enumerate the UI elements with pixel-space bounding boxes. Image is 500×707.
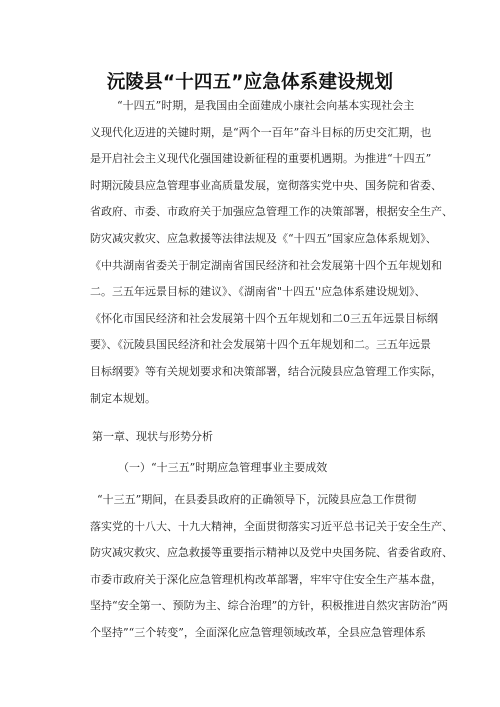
text-line: 坚持“安全第一、预防为主、综合治理”的方针，积极推进自然灾害防治“两 xyxy=(90,599,448,613)
text-line: 义现代化迈进的关键时期，是“两个一百年”奋斗目标的历史交汇期，也 xyxy=(90,125,432,139)
chapter-heading: 第一章、现状与形势分析 xyxy=(92,430,213,443)
text-line: 是开启社会主义现代化强国建设新征程的重要机遇期。为推进“十四五” xyxy=(90,152,432,166)
text-line: 制定本规划。 xyxy=(90,391,156,405)
text-line: 个坚持”“三个转变”，全面深化应急管理领域改革，全县应急管理体系 xyxy=(90,626,426,639)
text-line: 防灾减灾救灾、应急救援等法律法规及《“十四五”国家应急体系规划》、 xyxy=(90,232,437,245)
text-line: 时期沅陵县应急管理事业高质量发展，宽彻落实党中央、国务院和省委、 xyxy=(90,178,442,192)
text-line: 《怀化市国民经济和社会发展第十四个五年规划和二0三五年远景目标纲 xyxy=(90,311,438,325)
text-line: 落实党的十八大、十九大精神，全面贯彻落实习近平总书记关于安全生产、 xyxy=(90,519,453,533)
document-title: 沅陵县“十四五”应急体系建设规划 xyxy=(106,72,394,93)
text-line: “十四五”时期，是我国由全面建成小康社会向基本实现社会主 xyxy=(117,99,415,112)
text-line: 目标纲要》等有关规划要求和决策部署，结合沅陵县应急管理工作实际， xyxy=(90,365,442,378)
text-line: 《中共湖南省委关于制定湖南省国民经济和社会发展第十四个五年规划和 xyxy=(90,258,442,272)
text-line: 省政府、市委、市政府关于加强应急管理工作的决策部署，根据安全生产、 xyxy=(90,205,453,219)
text-line: “十三五”期间，在县委县政府的正确领导下，沅陵县应急工作贯彻 xyxy=(97,493,417,506)
text-line: 市委市政府关于深化应急管理机构改革部署，牢牢守住安全生产基本盘， xyxy=(90,572,442,586)
text-line: 防灾减灾救灾、应急救援等重要指示精神以及党中央国务院、省委省政府、 xyxy=(90,546,453,560)
text-line: 要》、《沅陵县国民经济和社会发展第十四个五年规划和二。三五年远景 xyxy=(90,338,431,352)
section-heading: （一）“十三五”时期应急管理事业主要成效 xyxy=(118,461,328,474)
text-line: 二。三五年远景目标的建议》、《湖南省"十四五''应急体系建设规划》、 xyxy=(90,285,426,299)
